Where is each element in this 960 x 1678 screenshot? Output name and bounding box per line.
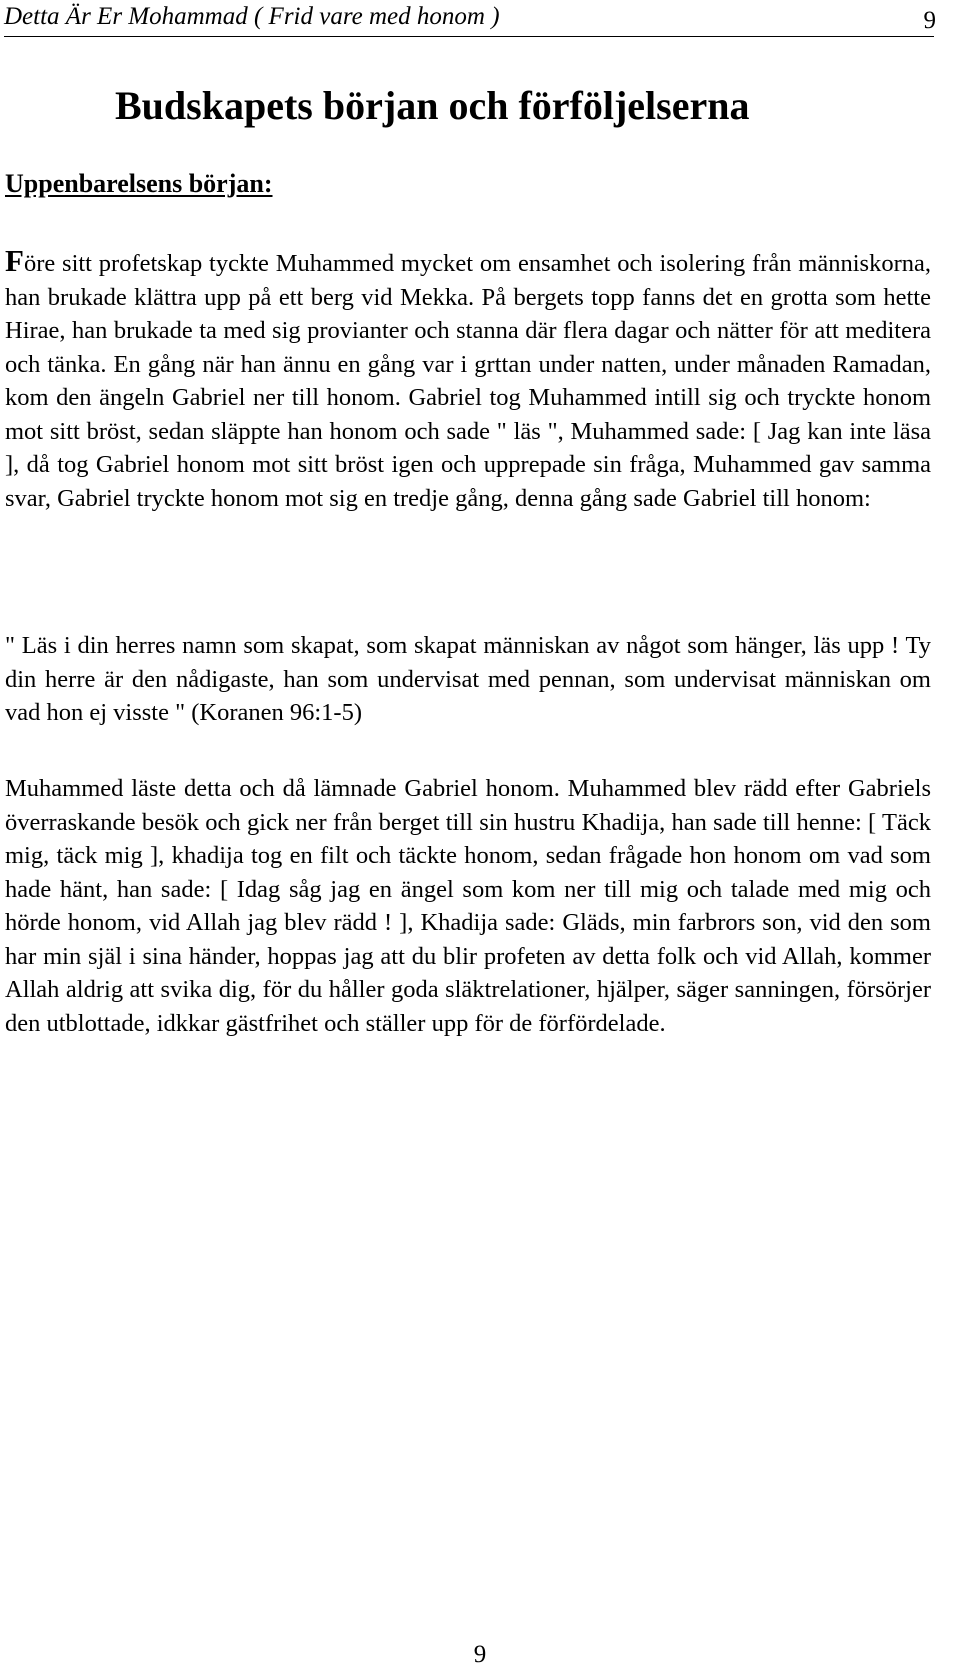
paragraph-3: Muhammed läste detta och då lämnade Gabriel honom. Muhammed blev rädd efter Gabriels överraskande besök och gick ner från berget till sin hustru Khadija, han sade till henne: [ Täck mig, täck mig ], khadija tog en filt och täckte honom, sedan frågade hon honom om vad som hade hänt, han sade: [ Idag såg jag en ängel som kom ner till mig och talade med mig och hörde honom, vid Allah jag blev rädd ! ], Khadija sade: Gläds, min farbrors son, vid den som har min själ i sina händer, hoppas jag att du blir profeten av detta folk och vid Allah, kommer Allah aldrig att svika dig, för du håller goda släktrelationer, hjälper, säger sanningen, försörjer den utblottade, idkkar gästfrihet och ställer upp för de förfördelade. [5, 775, 931, 1037]
initial-letter: F [5, 243, 24, 278]
footer-page-number: 9 [473, 1641, 487, 1668]
running-title: Detta Är Er Mohammad ( Frid vare med honom ) [4, 3, 500, 30]
section-heading: Uppenbarelsens början: [5, 169, 273, 198]
header-page-number: 9 [923, 7, 936, 34]
quran-quote-paragraph: " Läs i din herres namn som skapat, som skapat människan av något som hänger, läs upp ! Ty din herre är den nådigaste, han som undervisat med pennan, som undervisat människan om vad hon ej visste " (Koranen 96:1-5) [5, 632, 931, 726]
paragraph-1 [5, 244, 931, 515]
paragraph-1-text: öre sitt profetskap tyckte Muhammed mycket om ensamhet och isolering från människorna, han brukade klättra upp på ett berg vid Mekka. På bergets topp fanns det en grotta som hette Hirae, han brukade ta med sig provianter och stanna där flera dagar och nätter för att meditera och tänka. En gång när han ännu en gång var i grttan under natten, under månaden Ramadan, kom den ängeln Gabriel ner till honom. Gabriel tog Muhammed intill sig och tryckte honom mot sitt bröst, sedan släppte han honom och sade " läs ", Muhammed sade: [ Jag kan inte läsa ], då tog Gabriel honom mot sitt bröst igen och upprepade sin fråga, Muhammed gav samma svar, Gabriel tryckte honom mot sig en tredje gång, denna gång sade Gabriel till honom: [5, 250, 931, 512]
chapter-title: Budskapets början och förföljelserna [115, 83, 750, 128]
page-header [4, 0, 934, 37]
